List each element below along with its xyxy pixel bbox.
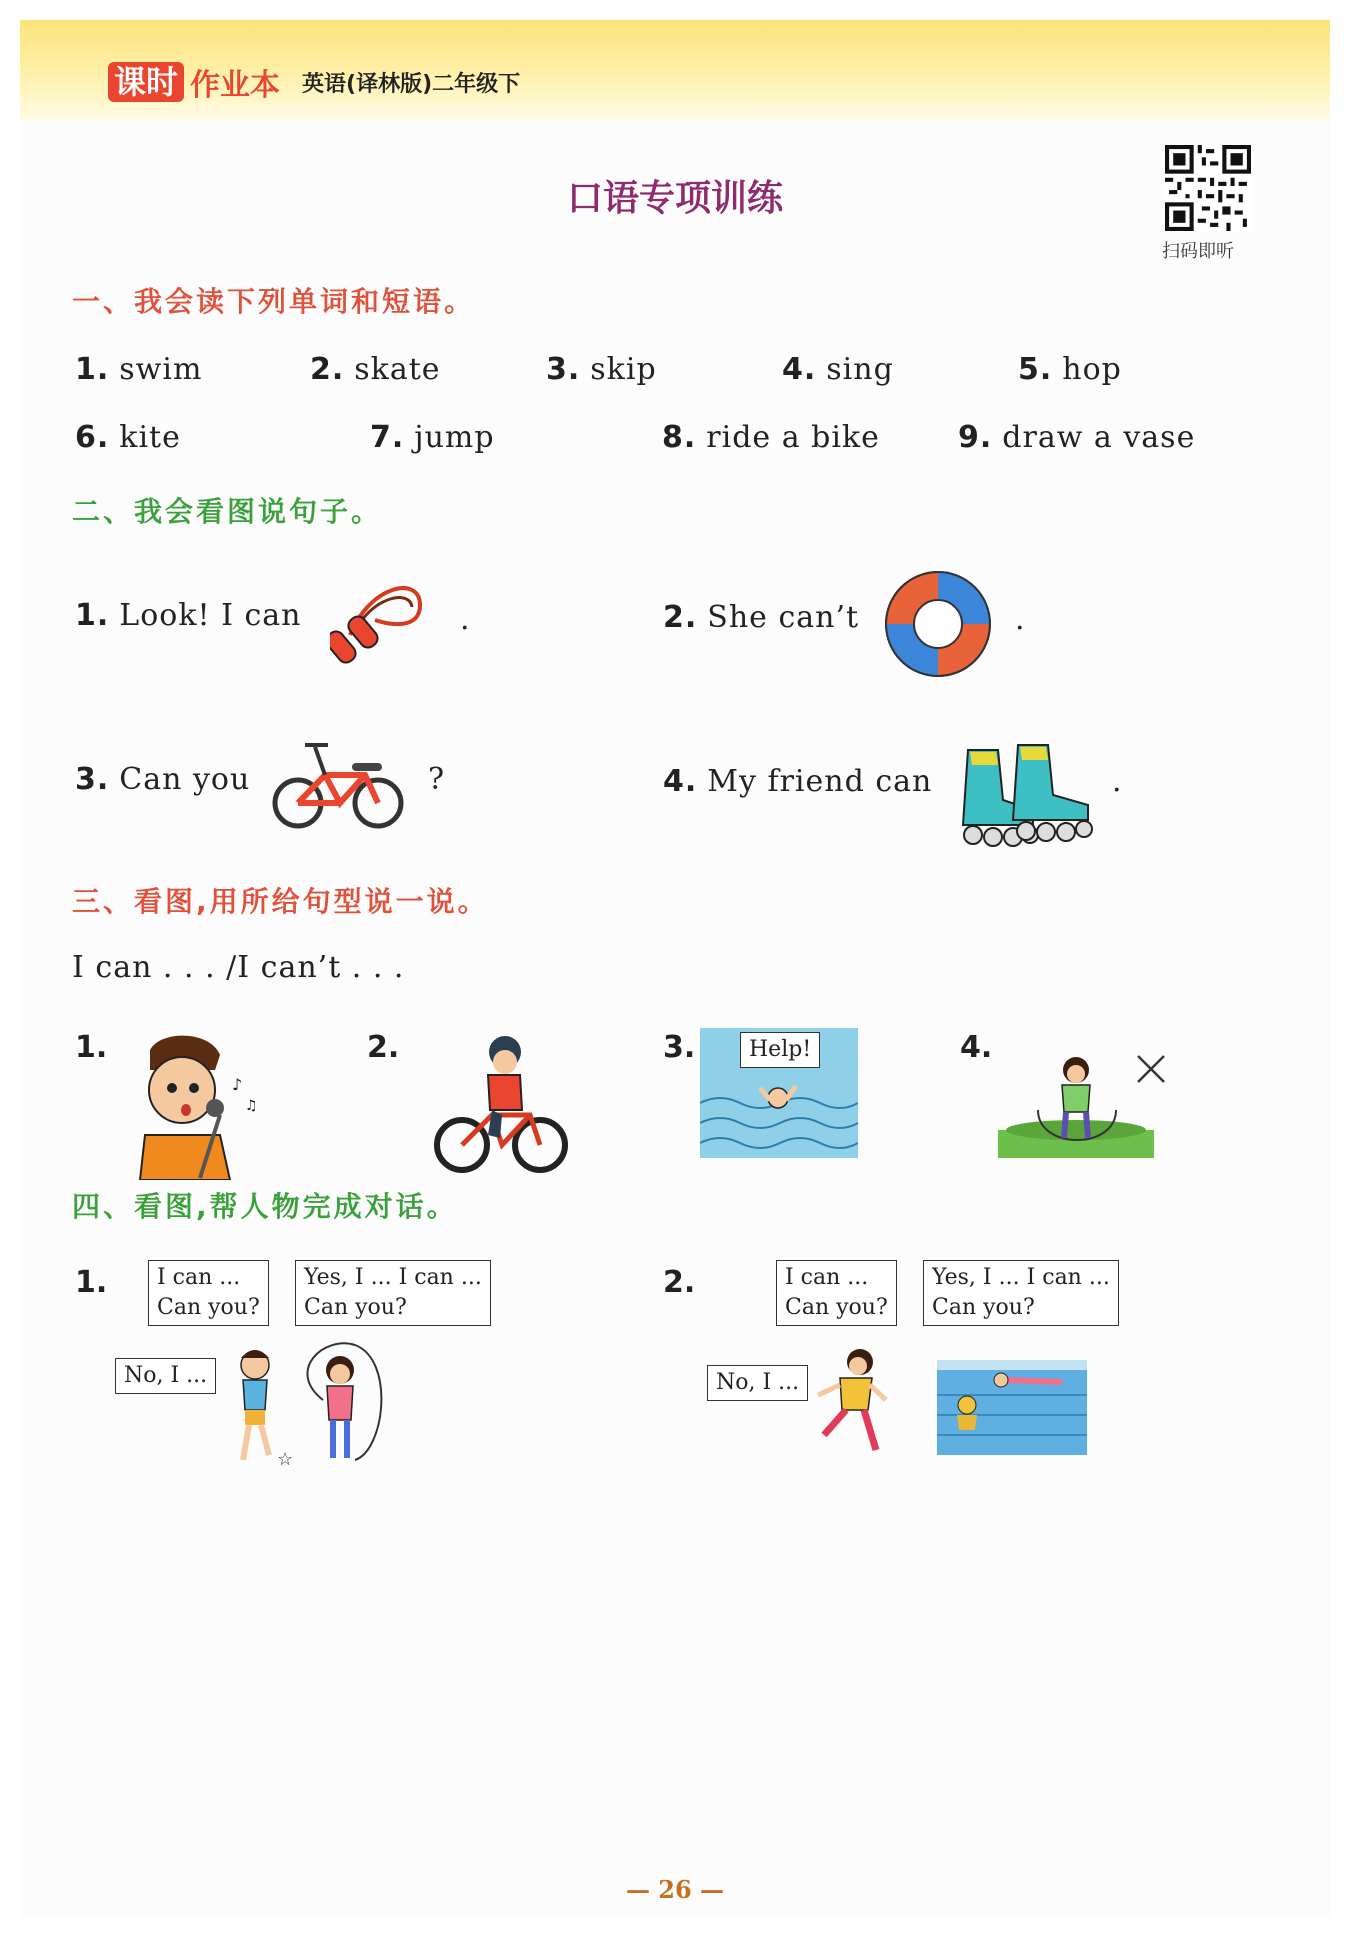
girl-running-icon [810, 1340, 890, 1460]
section2-heading: 二、我会看图说句子。 [72, 495, 383, 528]
bubble-line: Can you? [785, 1295, 888, 1320]
help-bubble: Help! [740, 1032, 820, 1068]
speech-bubble-a [776, 1260, 897, 1326]
qr-caption: 扫码即听 [1162, 241, 1234, 262]
word-item [958, 420, 1195, 455]
swim-ring-icon [882, 568, 994, 680]
book-subtitle: 英语(译林版)二年级下 [302, 71, 521, 97]
sentence-end: . [460, 602, 471, 637]
section3-heading: 三、看图,用所给句型说一说。 [72, 885, 489, 918]
item-number: 3. [75, 762, 110, 797]
item-number: 6. [75, 420, 110, 455]
pool-scene [937, 1360, 1087, 1455]
bubble-line: I can ... [157, 1265, 241, 1290]
bubble-line: Can you? [304, 1295, 407, 1320]
word-text: ride a bike [706, 420, 880, 455]
word-text: skate [354, 352, 441, 387]
item-number: 2. [663, 1265, 696, 1300]
girl-skipping-icon [998, 1050, 1176, 1158]
item-number: 5. [1018, 352, 1053, 387]
brand-badge: 课时 [108, 62, 184, 102]
sentence-3 [75, 762, 250, 797]
item-number: 1. [75, 598, 110, 633]
speech-bubble-c: No, I ... [707, 1365, 808, 1401]
sentence-end: ? [428, 762, 446, 797]
item-number: 2. [310, 352, 345, 387]
sentence-end: . [1112, 764, 1123, 799]
page-title: 口语专项训练 [566, 178, 783, 219]
section4-heading: 四、看图,帮人物完成对话。 [72, 1190, 458, 1223]
bubble-line: Can you? [932, 1295, 1035, 1320]
svg-text:♪: ♪ [232, 1075, 243, 1094]
brand-name: 作业本 [190, 68, 281, 103]
word-item [1018, 352, 1122, 387]
sentence-2 [663, 600, 859, 635]
bubble-line: Can you? [157, 1295, 260, 1320]
word-text: kite [119, 420, 181, 455]
sentence-end: . [1015, 602, 1026, 637]
word-text: draw a vase [1002, 420, 1196, 455]
swimmers-icon [937, 1360, 1087, 1455]
speech-bubble-b [295, 1260, 491, 1326]
word-item [782, 352, 894, 387]
word-text: skip [590, 352, 657, 387]
sentence-4 [663, 764, 932, 799]
word-text: swim [119, 352, 203, 387]
sentence-text: Can you [119, 762, 251, 797]
word-text: jump [414, 420, 495, 455]
sentence-text: My friend can [707, 764, 933, 799]
sentence-pattern: I can . . . /I can’t . . . [72, 950, 405, 985]
speech-bubble-b [923, 1260, 1119, 1326]
jump-rope-icon [330, 575, 435, 665]
item-number: 3. [546, 352, 581, 387]
boy-riding-bike-icon [430, 1030, 570, 1180]
svg-text:♫: ♫ [245, 1098, 258, 1114]
word-item [310, 352, 441, 387]
item-number: 9. [958, 420, 993, 455]
bubble-line: Yes, I ... I can ... [932, 1265, 1110, 1290]
item-number: 3. [663, 1030, 696, 1065]
word-item [370, 420, 495, 455]
boy-singing-icon [120, 1030, 290, 1180]
item-number: 2. [663, 600, 698, 635]
item-number: 8. [662, 420, 697, 455]
item-number: 7. [370, 420, 405, 455]
bicycle-icon [270, 735, 410, 835]
speech-bubble-c: No, I ... [115, 1358, 216, 1394]
bubble-line: Yes, I ... I can ... [304, 1265, 482, 1290]
roller-skates-icon [948, 740, 1098, 850]
item-number: 1. [75, 1030, 108, 1065]
svg-text:☆: ☆ [277, 1449, 294, 1470]
header-band [20, 20, 1330, 120]
word-item [75, 352, 202, 387]
sentence-text: She can’t [707, 600, 860, 635]
item-number: 1. [75, 352, 110, 387]
word-item [662, 420, 880, 455]
sentence-text: Look! I can [119, 598, 302, 633]
word-text: hop [1062, 352, 1122, 387]
item-number: 4. [960, 1030, 993, 1065]
word-item [75, 420, 181, 455]
bubble-line: I can ... [785, 1265, 869, 1290]
page-number: — 26 — [625, 1875, 725, 1904]
sentence-1 [75, 598, 302, 633]
section1-heading: 一、我会读下列单词和短语。 [72, 285, 476, 318]
speech-bubble-a [148, 1260, 269, 1326]
drowning-scene [700, 1028, 858, 1158]
brand [108, 60, 520, 104]
item-number: 4. [663, 764, 698, 799]
kids-playing-icon [225, 1340, 425, 1480]
qr-code-icon[interactable] [1165, 145, 1251, 231]
word-text: sing [826, 352, 894, 387]
item-number: 4. [782, 352, 817, 387]
item-number: 2. [367, 1030, 400, 1065]
item-number: 1. [75, 1265, 108, 1300]
word-item [546, 352, 657, 387]
worksheet-page [20, 20, 1330, 1918]
